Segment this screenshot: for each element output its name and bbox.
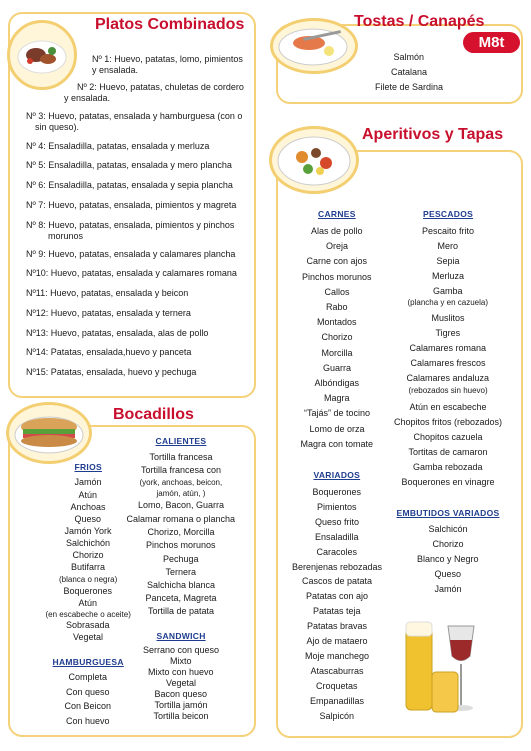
calientes-item: Tortilla francesa con [141, 465, 222, 475]
sandwich-item: Serrano con queso [143, 645, 220, 655]
variados-item: Pimientos [317, 501, 357, 512]
calientes-item: Calamar romana o plancha [126, 514, 236, 524]
frios-item: Salchichón [66, 538, 111, 548]
pescados-item: Mero [437, 241, 459, 251]
frios-item: Atún [78, 598, 98, 608]
variados-item: Empanadillas [310, 695, 365, 706]
carnes-item: Callos [324, 286, 350, 297]
plato-line: Nº 1: Huevo, patatas, lomo, pimientos [92, 54, 243, 64]
calientes-item: Chorizo, Morcilla [147, 527, 215, 537]
calientes-item: (york, anchoas, beicon, [139, 478, 223, 487]
variados-item: Patatas con ajo [306, 591, 369, 602]
pescados-item: Sepia [436, 256, 460, 266]
plato-line: morunos [48, 231, 84, 241]
aperitivos-photo [269, 126, 359, 194]
calientes-heading: CALIENTES [155, 436, 207, 446]
pescados-item: Boquerones en vinagre [401, 477, 495, 487]
variados-item: Moje manchego [305, 650, 370, 661]
calientes-item: Ternera [165, 567, 197, 577]
sandwich-item: Vegetal [166, 678, 197, 688]
frios-item: Queso [74, 514, 102, 524]
carnes-item: Magra [324, 393, 350, 404]
embutidos-item: Queso [434, 569, 462, 579]
calientes-item: Tortilla francesa [149, 452, 213, 462]
drinks-illustration [398, 616, 493, 716]
calientes-item: Tortilla de patata [148, 606, 215, 616]
pescados-item: Chopitos cazuela [413, 432, 483, 442]
pescados-item: Calamares andaluza [406, 373, 490, 383]
plato-line: Nº14: Patatas, ensalada,huevo y panceta [26, 347, 192, 357]
platos-photo [7, 20, 77, 90]
pescados-item: Gamba rebozada [413, 462, 483, 472]
hamburguesa-item: Con queso [66, 686, 110, 697]
pescados-item: Calamares romana [409, 343, 487, 353]
sandwich-heading: SANDWICH [156, 631, 206, 641]
plato-line: Nº 4: Ensaladilla, patatas, ensalada y merluza [26, 141, 210, 151]
pescados-item: Muslitos [431, 313, 465, 323]
frios-item: Sobrasada [66, 620, 110, 630]
carnes-item: Oreja [326, 241, 349, 252]
plato-line: y ensalada. [64, 93, 111, 103]
hamburguesa-item: Completa [68, 672, 108, 682]
variados-item: Atascaburras [310, 665, 364, 676]
variados-item: Queso frito [315, 516, 360, 527]
carnes-item: Lomo de orza [309, 423, 365, 434]
pescados-item: Chopitos fritos (rebozados) [394, 417, 503, 427]
plato-line: Nº 9: Huevo, patatas, ensalada y calamares plancha [26, 249, 236, 259]
pescados-item: Pescaito frito [422, 226, 475, 236]
pescados-item: Calamares frescos [410, 358, 486, 368]
bocadillos-photo [6, 402, 92, 464]
pescados-item: Gamba [433, 286, 463, 296]
carnes-heading: CARNES [318, 209, 356, 219]
carnes-item: “Tajás” de tocino [304, 408, 371, 419]
pescados-heading: PESCADOS [423, 209, 474, 219]
carnes-item: Rabo [326, 302, 348, 312]
sandwich-item: Tortilla beicon [153, 711, 209, 721]
variados-item: Croquetas [316, 680, 358, 691]
sandwich-item: Mixto [170, 656, 192, 666]
frios-item: Vegetal [73, 632, 104, 642]
brand-badge: M8t [463, 32, 520, 53]
carnes-item: Montados [317, 317, 357, 328]
tostas-title: Tostas / Canapés [354, 13, 485, 30]
carnes-item: Carne con ajos [306, 256, 368, 267]
frios-item: Atún [78, 490, 98, 500]
variados-item: Ensaladilla [315, 531, 359, 542]
pescados-item: Merluza [432, 271, 465, 281]
variados-item: Patatas teja [313, 606, 361, 617]
sandwich-item: Bacon queso [154, 689, 208, 699]
calientes-item: Salchicha blanca [147, 580, 216, 590]
plato-line: Nº12: Huevo, patatas, ensalada y ternera [26, 308, 191, 318]
platos-title: Platos Combinados [95, 16, 245, 33]
carnes-item: Alas de pollo [311, 226, 363, 236]
frios-item: Butifarra [71, 562, 106, 572]
frios-item: Jamón York [64, 526, 112, 536]
embutidos-item: Jamón [434, 584, 462, 594]
plato-line: y ensalada. [92, 65, 139, 75]
carnes-item: Albóndigas [314, 378, 360, 388]
tosta-item: Catalana [391, 67, 428, 77]
plato-line: Nº 2: Huevo, patatas, chuletas de cordero [77, 82, 244, 92]
hamburguesa-item: Con Beicon [64, 701, 112, 711]
calientes-item: Pechuga [163, 554, 199, 564]
tostas-photo [270, 18, 358, 74]
embutidos-heading: EMBUTIDOS VARIADOS [396, 508, 500, 518]
plato-line: Nº 8: Huevo, patatas, ensalada, pimientos y pinchos [26, 220, 235, 230]
frios-item: Chorizo [72, 550, 104, 560]
frios-item: Boquerones [63, 586, 113, 596]
hamburguesa-item: Con huevo [66, 715, 110, 726]
plato-line: Nº11: Huevo, patatas, ensalada y beicon [26, 288, 189, 298]
plato-line: Nº 5: Ensaladilla, patatas, ensalada y mero plancha [26, 160, 232, 170]
pescados-item: Tortitas de camaron [408, 447, 488, 457]
variados-item: Boquerones [312, 487, 362, 497]
plato-line: Nº15: Patatas, ensalada, huevo y pechuga [26, 367, 197, 377]
frios-item: Anchoas [70, 502, 106, 512]
pescados-item: Atún en escabeche [409, 402, 487, 412]
plato-line: sin queso). [35, 122, 80, 132]
variados-item: Ajo de mataero [306, 636, 368, 646]
carnes-item: Magra con tomate [300, 438, 374, 449]
aperitivos-title: Aperitivos y Tapas [362, 126, 504, 143]
calientes-item: Pinchos morunos [146, 540, 216, 550]
calientes-item: Panceta, Magreta [145, 593, 217, 603]
pescados-item: (plancha y en cazuela) [407, 298, 488, 307]
frios-item: Jamón [74, 477, 102, 487]
plato-line: Nº 3: Huevo, patatas, ensalada y hamburguesa (con o [26, 111, 243, 121]
bocadillos-title: Bocadillos [113, 406, 194, 423]
hamburguesa-heading: HAMBURGUESA [52, 657, 124, 667]
sandwich-item: Mixto con huevo [148, 667, 214, 677]
calientes-item: Lomo, Bacon, Guarra [138, 500, 225, 510]
variados-item: Caracoles [316, 546, 358, 557]
plato-line: Nº13: Huevo, patatas, ensalada, alas de pollo [26, 328, 209, 338]
carnes-item: Chorizo [321, 332, 353, 343]
carnes-item: Guarra [323, 362, 352, 373]
embutidos-item: Blanco y Negro [417, 554, 479, 564]
embutidos-item: Chorizo [432, 539, 464, 549]
calientes-item: jamón, atún, ) [156, 489, 206, 498]
frios-heading: FRIOS [74, 462, 102, 472]
pescados-item: (rebozados sin huevo) [408, 386, 488, 395]
carnes-item: Pinchos morunos [302, 271, 372, 282]
plato-line: Nº10: Huevo, patatas, ensalada y calamares romana [26, 268, 237, 278]
carnes-item: Morcilla [321, 347, 353, 358]
tosta-item: Salmón [393, 52, 425, 62]
variados-item: Salpicón [319, 710, 355, 721]
tosta-item: Filete de Sardina [375, 82, 444, 92]
frios-item: (en escabeche o aceite) [45, 610, 131, 619]
variados-item: Cascos de patata [302, 576, 373, 587]
variados-item: Patatas bravas [307, 621, 368, 632]
pescados-item: Tigres [435, 328, 461, 338]
variados-heading: VARIADOS [313, 470, 361, 480]
sandwich-item: Tortilla jamón [154, 700, 208, 710]
variados-item: Berenjenas rebozadas [292, 561, 383, 572]
embutidos-item: Salchicón [428, 524, 468, 534]
plato-line: Nº 7: Huevo, patatas, ensalada, pimientos y magreta [26, 200, 237, 210]
frios-item: (blanca o negra) [59, 575, 118, 584]
plato-line: Nº 6: Ensaladilla, patatas, ensalada y sepia plancha [26, 180, 233, 190]
